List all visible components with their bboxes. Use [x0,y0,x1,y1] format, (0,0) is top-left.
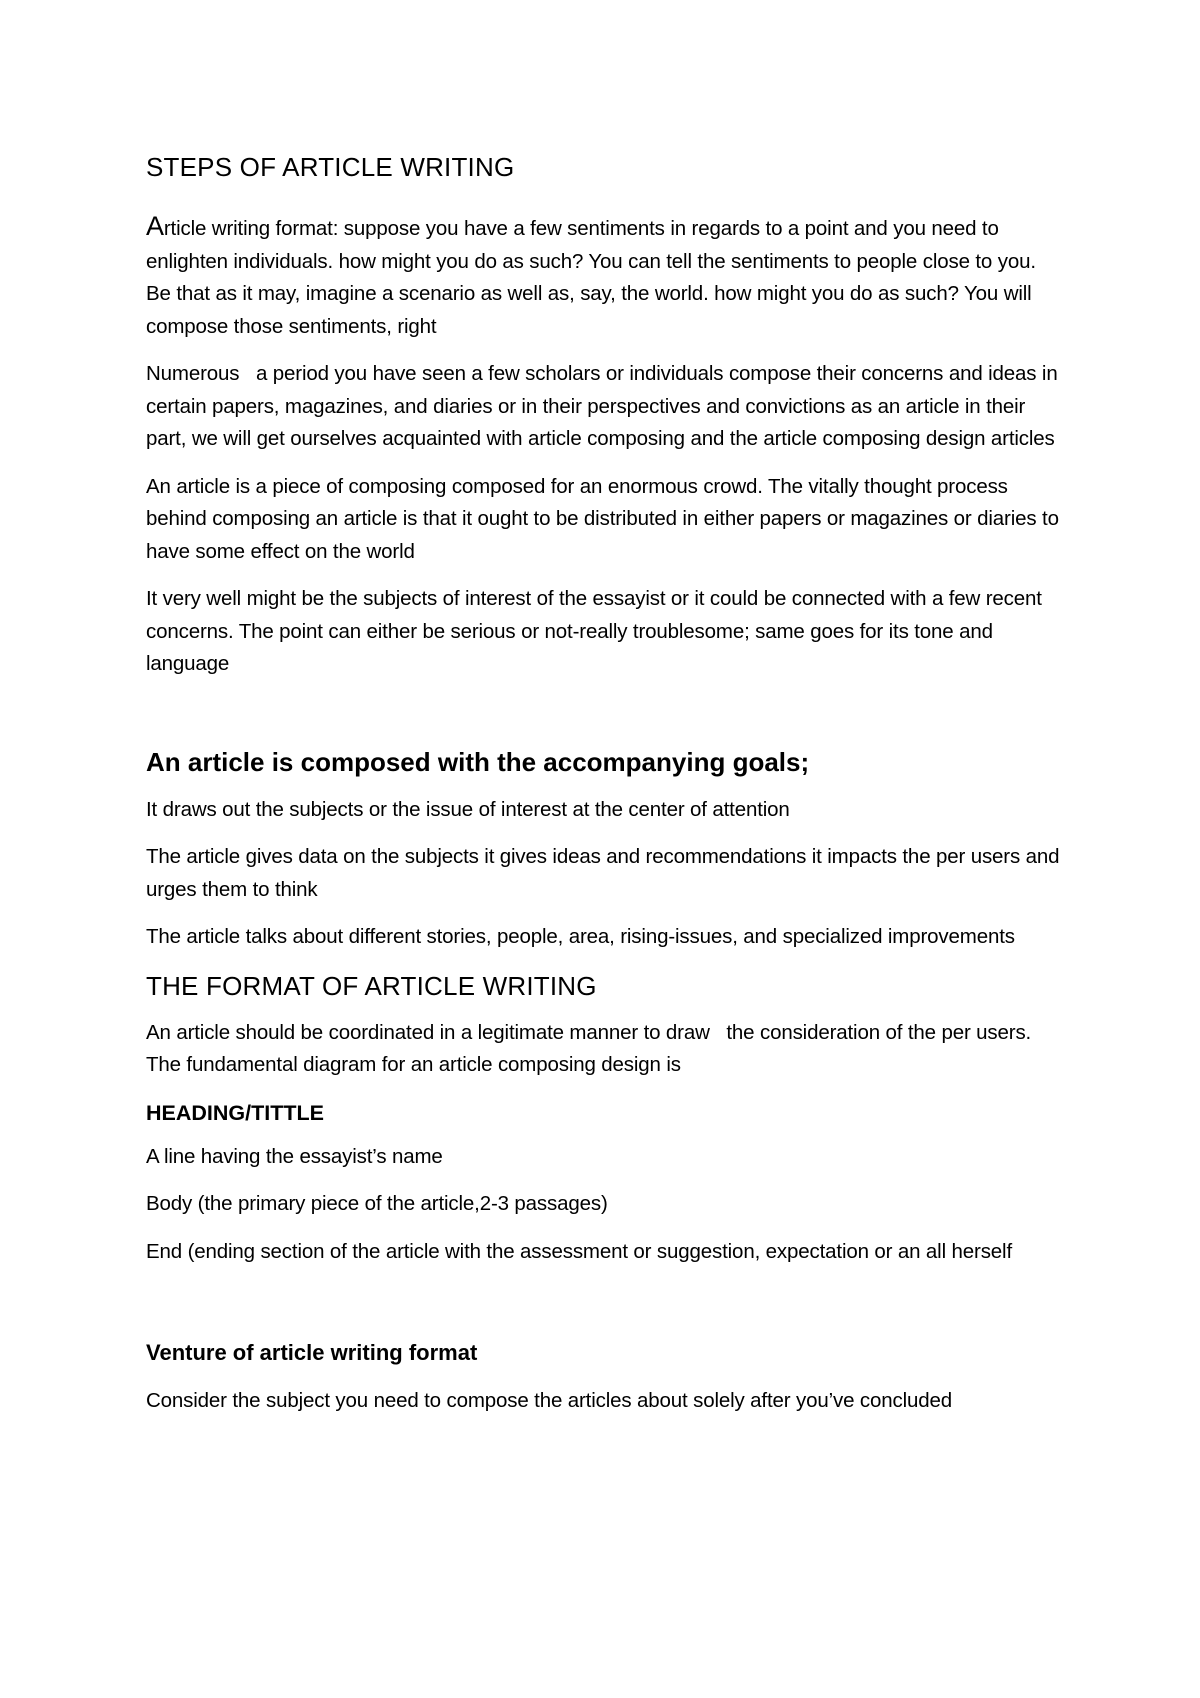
heading-heading-tittle: HEADING/TITTLE [146,1100,324,1125]
paragraph-format: An article should be coordinated in a legitimate manner to draw the consideration of the per users. The fundamental diagram for an article composing design is [146,1020,1037,1076]
paragraph-consider: Consider the subject you need to compose the articles about solely after you’ve concluded [146,1389,952,1412]
paragraph-numerous: Numerous a period you have seen a few scholars or individuals compose their concerns and ideas in certain papers, magazines, and diaries or in their perspectives and convictions as an article in their part, we will get ourselves acquainted with article composing and the article composing design articles [146,362,1064,450]
goal-item-1: It draws out the subjects or the issue of interest at the center of attention [146,797,790,821]
paragraph-article-definition: An article is a piece of composing composed for an enormous crowd. The vitally thought process behind composing an article is that it ought to be distributed in either papers or magazines or diaries to have some effect on the world [146,474,1059,563]
goal-item-3: The article talks about different stories, people, area, rising-issues, and specialized improvements [146,925,1015,948]
heading-venture: Venture of article writing format [146,1340,478,1365]
paragraph-subjects: It very well might be the subjects of interest of the essayist or it could be connected with a few recent concerns. The point can either be serious or not-really troublesome; same goes for its tone and language [146,587,1042,675]
goal-item-2: The article gives data on the subjects it gives ideas and recommendations it impacts the per users and urges them to think [146,845,1060,901]
spacer [146,1283,1066,1337]
format-item-line: A line having the essayist’s name [146,1144,443,1168]
format-item-body: Body (the primary piece of the article,2-3 passages) [146,1192,608,1215]
intro-dropcap: A [146,211,164,241]
heading-format-of-article-writing: THE FORMAT OF ARTICLE WRITING [146,970,597,1001]
format-item-end: End (ending section of the article with the assessment or suggestion, expectation or an all herself [146,1239,1013,1263]
intro-paragraph [146,210,1066,343]
heading-goals: An article is composed with the accompanying goals; [146,746,810,777]
document-content [146,150,1066,1433]
intro-text: rticle writing format: suppose you have a few sentiments in regards to a point and you need to enlighten individuals. how might you do as such? You can tell the sentiments to people close to you. Be that as it may, imagine a scenario as well as, say, the world. how might you do as such? You will compose those sentiments, right [146,217,1036,338]
spacer [146,696,1066,742]
title-steps-of-article-writing: STEPS OF ARTICLE WRITING [146,152,515,182]
